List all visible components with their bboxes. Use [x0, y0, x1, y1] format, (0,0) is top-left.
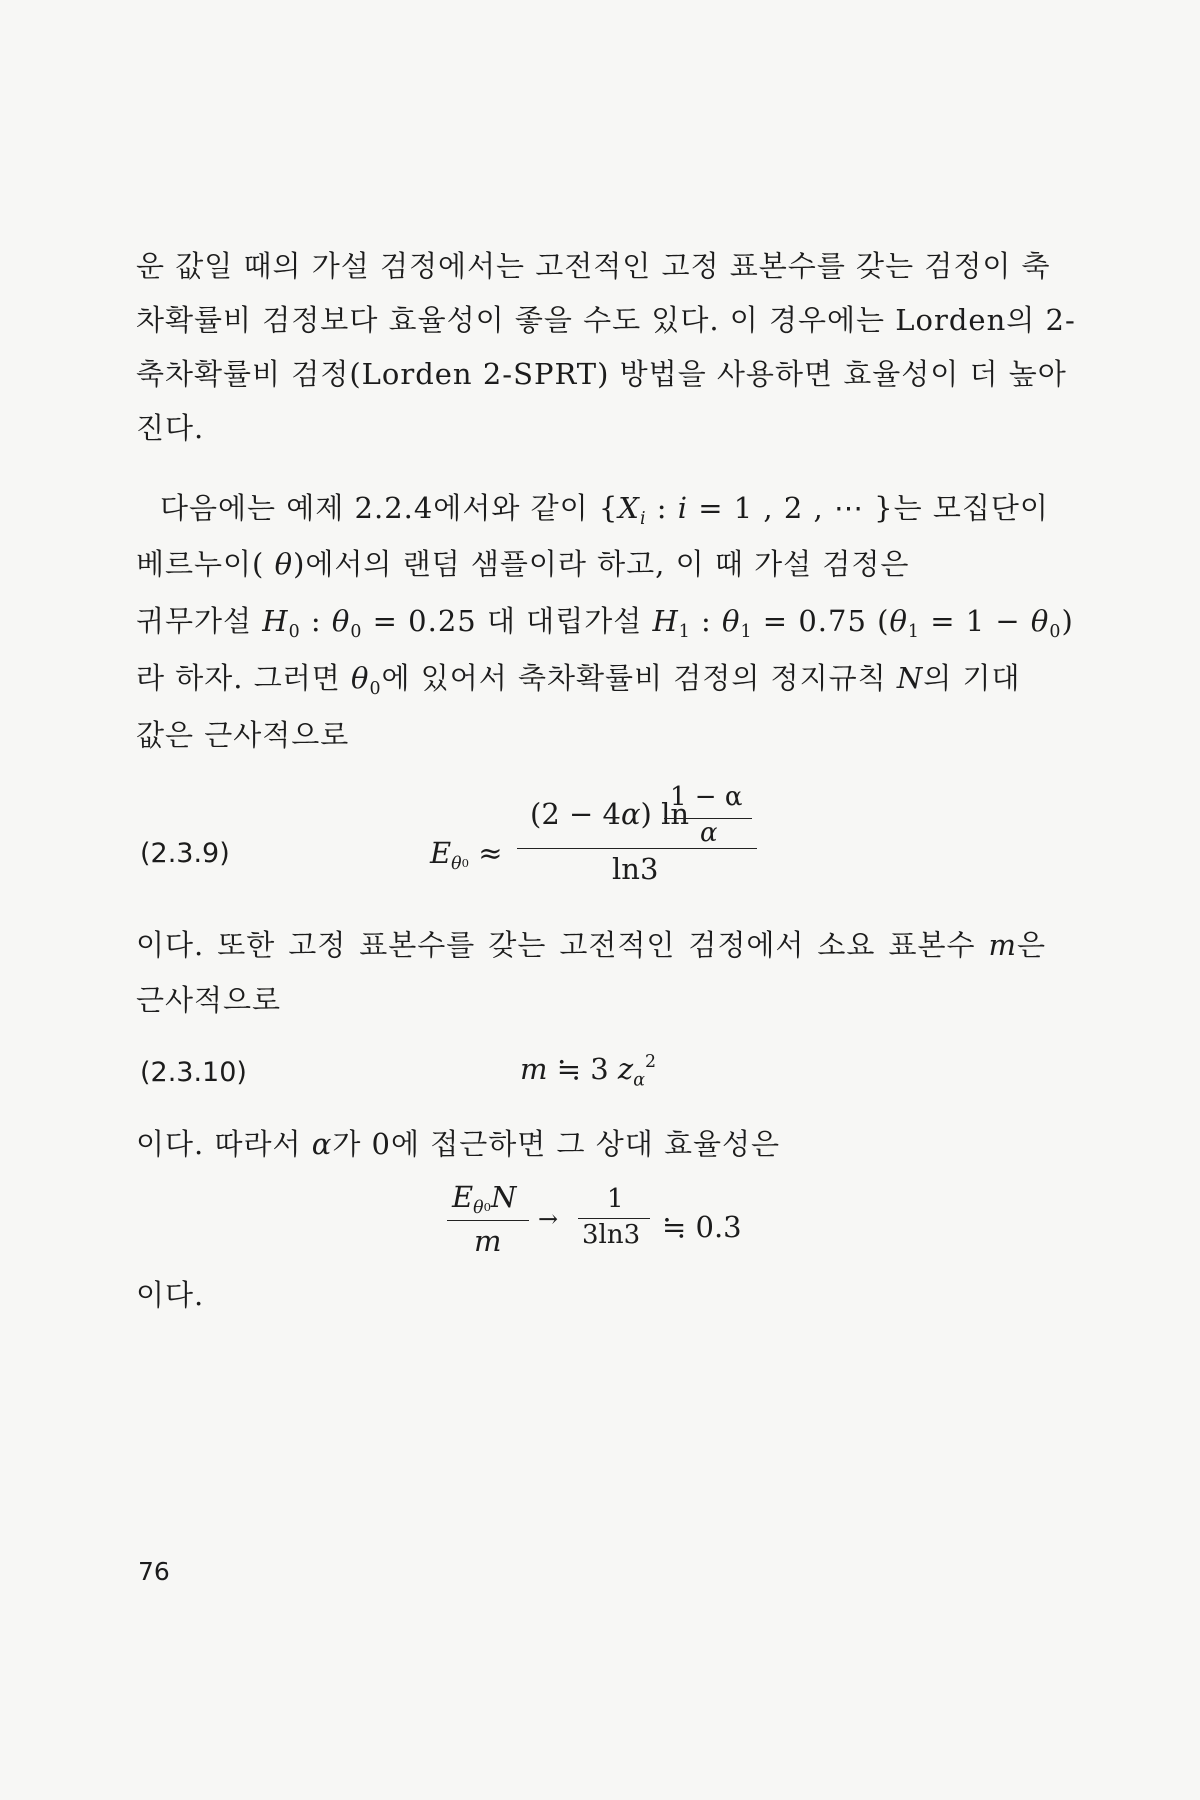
text-span: :: [690, 604, 723, 638]
equation-2-3-10: [520, 1052, 656, 1090]
math-var: E: [430, 836, 452, 870]
text-span: 은: [1016, 928, 1046, 962]
text-span: )에서의 랜덤 샘플이라 하고, 이 때 가설 검정은: [293, 547, 910, 581]
text-span: = 1 , 2 , ⋯ }는 모집단이: [688, 491, 1049, 525]
text-span: 이다. 따라서: [136, 1127, 312, 1161]
math-subscript: 0: [461, 856, 470, 871]
math-var: α: [311, 1127, 333, 1161]
text-span: 다음에는 예제 2.2.4에서와 같이 {: [160, 491, 619, 525]
text-span: 베르누이(: [136, 547, 275, 581]
text-span: 에 있어서 축차확률비 검정의 정지규칙: [381, 661, 897, 695]
paragraph-line: 이다.: [136, 1278, 205, 1312]
math-var: θ: [350, 661, 370, 695]
math-superscript: 2: [644, 1052, 657, 1072]
paragraph-line: 진다.: [136, 411, 205, 445]
paragraph-line: 운 값일 때의 가설 검정에서는 고전적인 고정 표본수를 갖는 검정이 축: [136, 249, 1051, 283]
ratio-numerator: [452, 1180, 516, 1218]
math-subscript: 1: [740, 622, 753, 643]
math-var: X: [618, 491, 640, 525]
inner-fraction-denominator: α: [700, 818, 718, 848]
limit-denominator: 3ln3: [582, 1220, 641, 1250]
text-span: 의 기대: [923, 661, 1021, 695]
paragraph-line: [136, 1119, 1046, 1169]
math-subscript: 0: [350, 622, 363, 643]
math-var: θ: [1030, 604, 1050, 638]
limit-result: ≒ 0.3: [662, 1210, 742, 1244]
math-subscript: θ: [451, 854, 462, 875]
ratio-fraction-bar: [447, 1220, 529, 1221]
math-var: E: [452, 1180, 474, 1214]
inner-fraction-numerator: 1 − α: [670, 782, 743, 812]
math-subscript: 1: [678, 622, 691, 643]
math-var: N: [896, 661, 924, 695]
math-operator: ≒ 3: [547, 1052, 618, 1087]
math-subscript: α: [633, 1070, 645, 1091]
limit-numerator: 1: [607, 1184, 624, 1214]
math-var: H: [262, 604, 289, 638]
math-var: α: [620, 797, 641, 831]
text-span: 가 0에 접근하면 그 상대 효율성은: [332, 1127, 781, 1161]
text-span: :: [300, 604, 332, 638]
arrow-symbol: →: [538, 1205, 559, 1233]
math-var: θ: [331, 604, 351, 638]
math-var: H: [652, 604, 679, 638]
math-var: i: [677, 491, 688, 525]
text-span: ): [1061, 604, 1074, 638]
text-span: 귀무가설: [136, 604, 263, 638]
math-subscript: 0: [1049, 622, 1062, 643]
text-span: 이다. 또한 고정 표본수를 갖는 고전적인 검정에서 소요 표본수: [136, 928, 989, 962]
paragraph-line: [160, 483, 1049, 533]
paragraph-line: [136, 539, 1046, 589]
paragraph-line: [136, 653, 1046, 703]
paragraph-line: 값은 근사적으로: [136, 718, 350, 752]
equation-label: (2.3.9): [140, 838, 230, 869]
math-operator: ≈: [478, 836, 503, 870]
text-span: = 0.25 대 대립가설: [362, 604, 653, 638]
paragraph-line: 차확률비 검정보다 효율성이 좋을 수도 있다. 이 경우에는 Lorden의 2-: [136, 303, 1076, 337]
text-span: ) ln: [640, 797, 690, 831]
equation-label: (2.3.10): [140, 1057, 247, 1088]
math-subscript: θ: [473, 1198, 484, 1219]
math-subscript: i: [639, 509, 647, 530]
text-span: = 0.75 (: [752, 604, 890, 638]
paragraph-line: 근사적으로: [136, 983, 282, 1017]
paragraph-line: 축차확률비 검정(Lorden 2-SPRT) 방법을 사용하면 효율성이 더 높아: [136, 357, 1067, 391]
fraction-bar: [517, 848, 757, 849]
ratio-denominator: m: [474, 1224, 502, 1258]
text-span: = 1 −: [919, 604, 1031, 638]
math-subscript: 0: [369, 679, 382, 700]
equation-lhs: [430, 836, 503, 874]
fraction-numerator: [530, 797, 689, 831]
paragraph-line: [136, 920, 1046, 970]
math-var: θ: [722, 604, 741, 638]
text-span: 라 하자. 그러면: [136, 661, 351, 695]
text-span: (2 − 4: [530, 797, 621, 831]
fraction-denominator: ln3: [612, 852, 659, 886]
math-var: z: [617, 1052, 634, 1087]
math-var: θ: [274, 547, 294, 581]
page-number: 76: [138, 1557, 170, 1586]
math-subscript: 0: [483, 1200, 492, 1215]
text-span: :: [646, 491, 678, 525]
math-var: m: [988, 928, 1017, 962]
math-var: N: [491, 1180, 517, 1214]
math-var: m: [520, 1052, 548, 1087]
limit-fraction-bar: [578, 1218, 650, 1219]
math-var: θ: [889, 604, 908, 638]
math-subscript: 1: [907, 622, 920, 643]
paragraph-line: [136, 596, 1074, 646]
math-subscript: 0: [288, 622, 301, 643]
